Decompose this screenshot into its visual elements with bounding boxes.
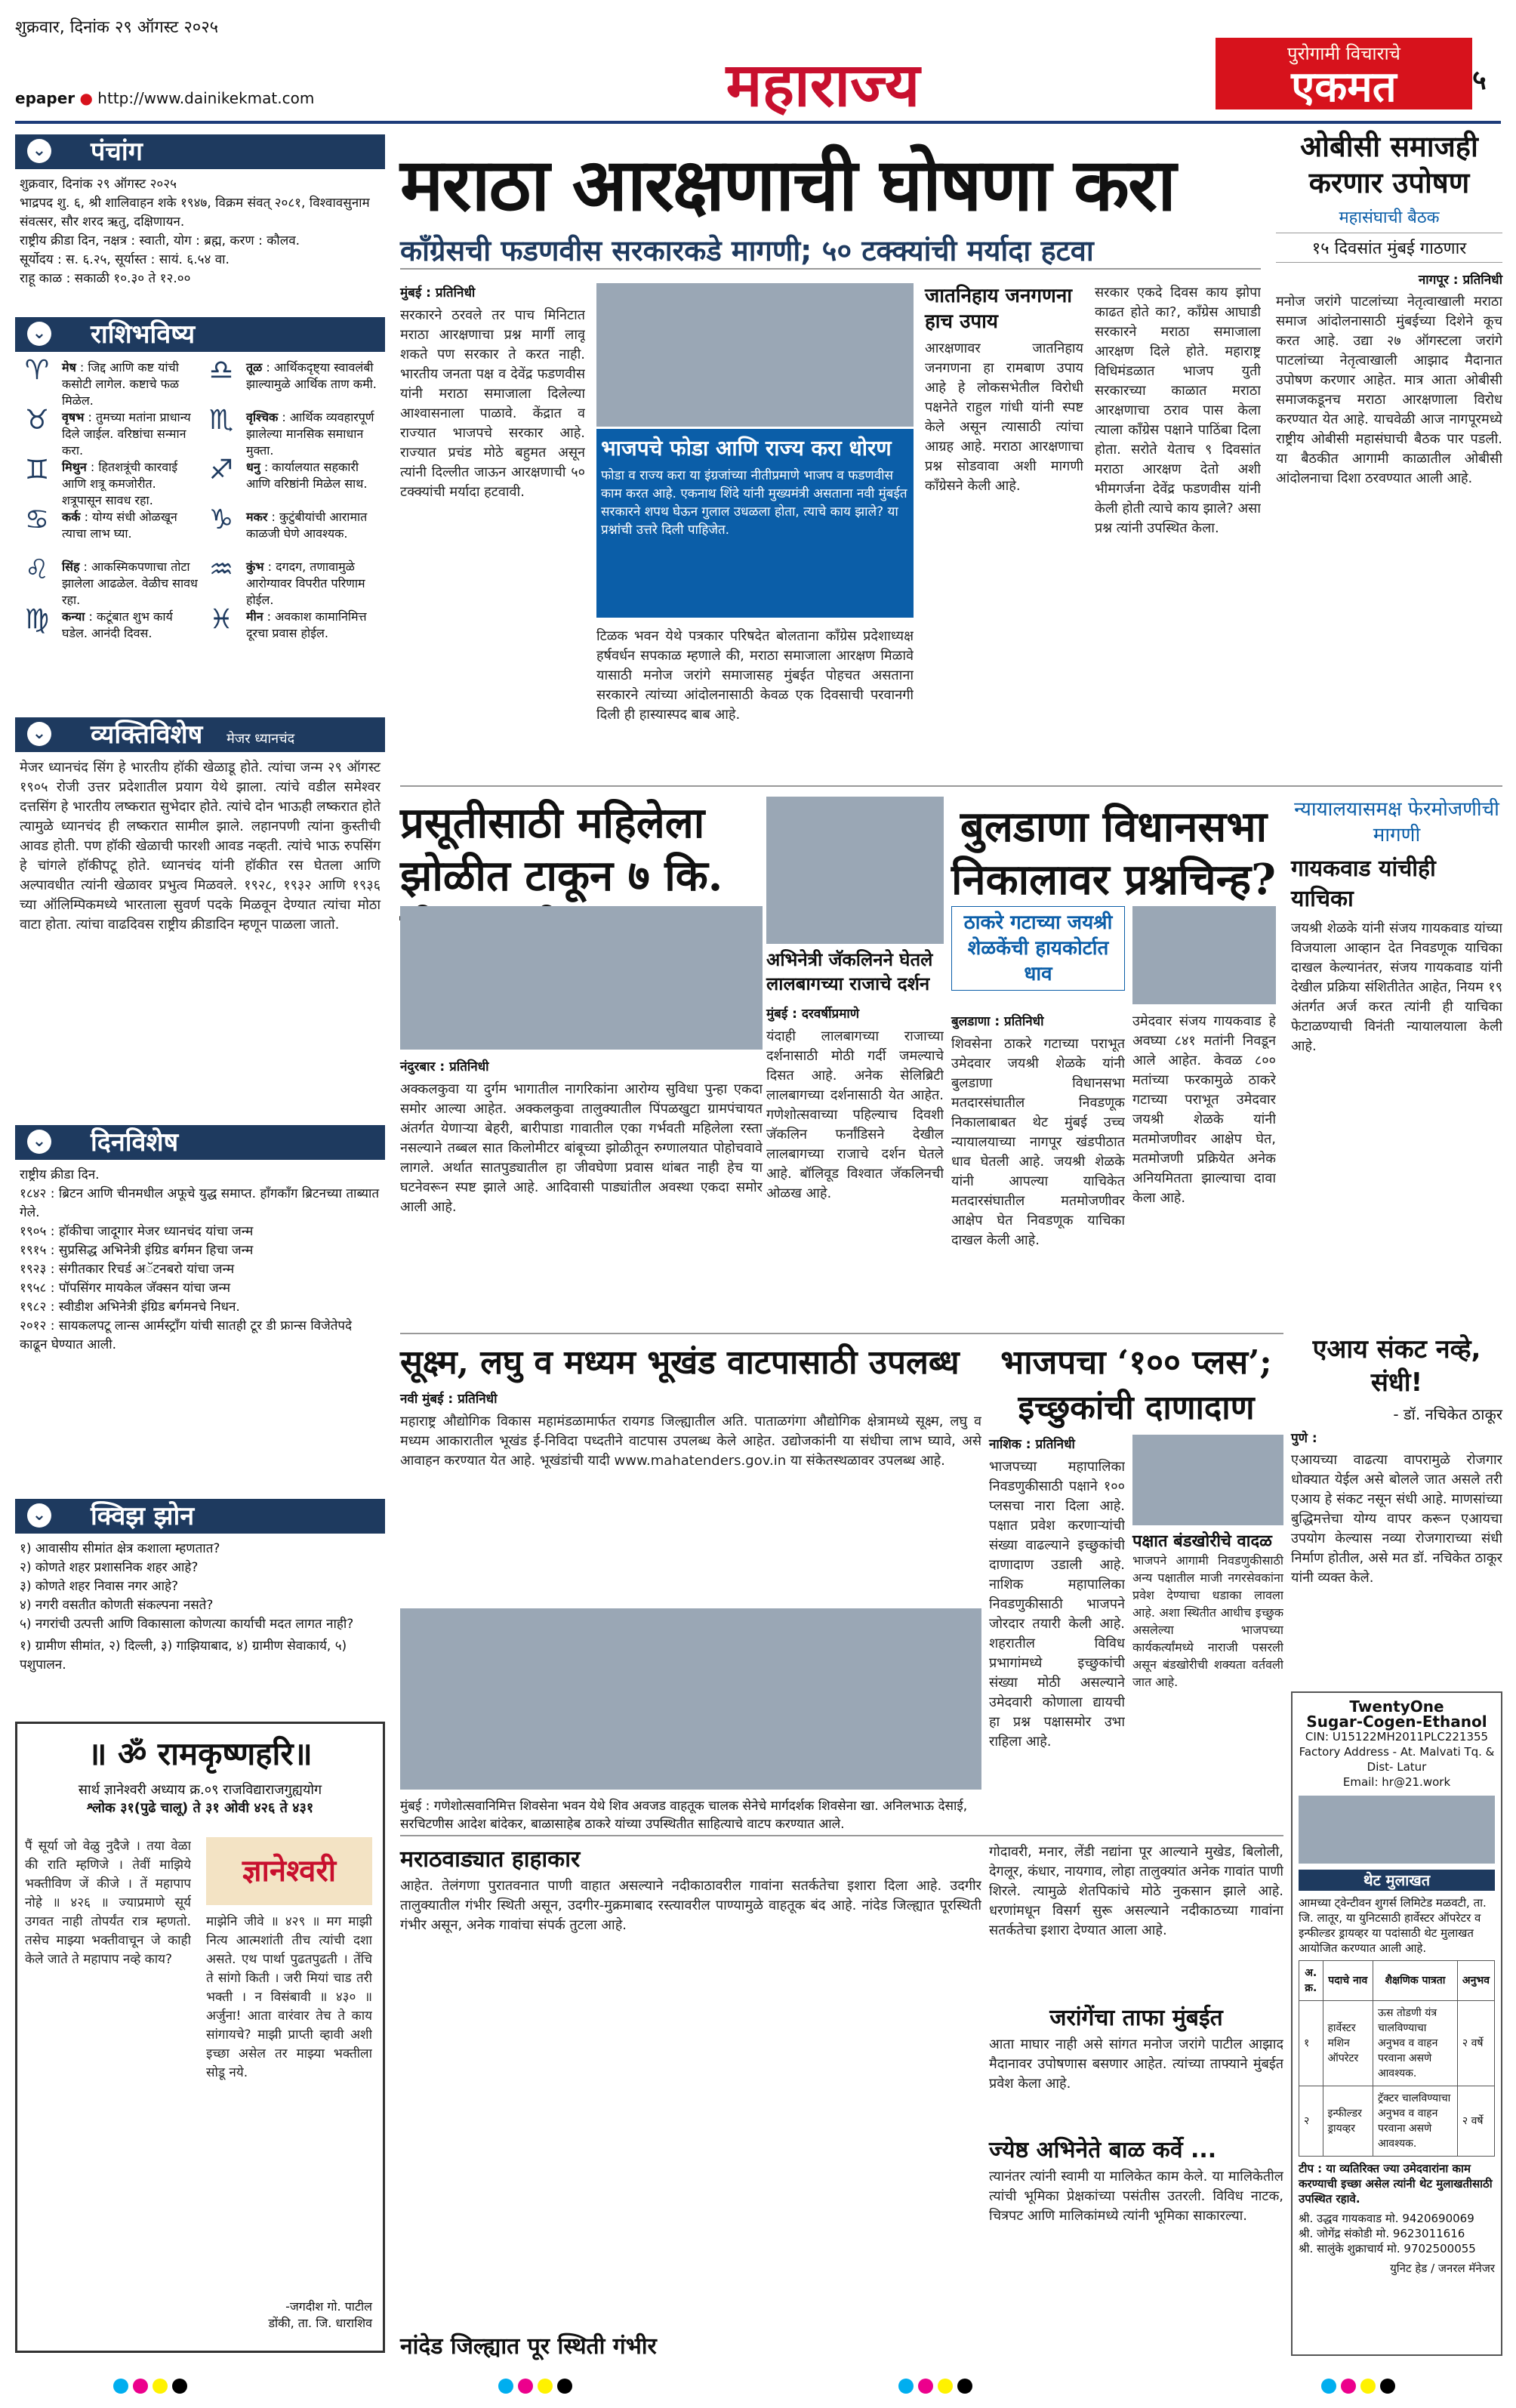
ad-signoff: युनिट हेड / जनरल मॅनेजर [1390, 2262, 1495, 2275]
ad-note: टीप : या व्यतिरिक्त ज्या उमेदवारांना काम करण्याची इच्छा असेल त्यांनी थेट मुलाखतीसाठी उपस्थित रहावे. [1299, 2162, 1493, 2206]
story6-photo [1132, 1435, 1283, 1525]
lead-subhead: कॉंग्रेसची फडणवीस सरकारकडे मागणी; ५० टक्क्यांची मर्यादा हटवा [400, 234, 1094, 267]
panchang-line: राष्ट्रीय क्रीडा दिन, नक्षत्र : स्वाती, योग : ब्रह्म, करण : कौलव. [20, 233, 300, 248]
aquarius-icon: ♒ [208, 554, 234, 585]
story4-headline: बुलडाणा विधानसभा निकालावर प्रश्नचिन्ह? [951, 802, 1276, 905]
pisces-icon: ♓ [208, 604, 234, 635]
story4-dateline: बुलडाणा : प्रतिनिधी [951, 1014, 1044, 1029]
table-cell: हार्वेस्टर मशिन ऑपरेटर [1323, 2001, 1373, 2086]
story5-caption: मुंबई : गणेशोत्सवानिमित्त शिवसेना भवन येथे शिव अवजड वाहतूक चालक सेनेचे मार्गदर्शक शिवसेना खा. अनिलभाऊ देसाई, सरचिटणीस आदेश बांदेकर, बाळासाहेब ठाकरे यांच्या उपस्थितीत साहित्याचे वाटप करण्यात आले. [400, 1799, 968, 1832]
ad-contacts [1299, 2211, 1495, 2256]
rashi-item: ♌ सिंह : आकस्मिकपणाचा तोटा झालेला आढळेल. वेळीच सावध रहा. [20, 559, 198, 609]
quiz-title: क्विझ झोन [91, 1501, 195, 1531]
table-cell: २ [1299, 2086, 1323, 2157]
author-name: -जगदीश गो. पाटील [285, 2299, 372, 2314]
cancer-icon: ♋ [24, 504, 50, 535]
author-place: डोंकी, ता. जि. धाराशिव [268, 2316, 372, 2330]
rashi-item: ♎ तूळ : आर्थिकदृष्ट्या स्वावलंबी झाल्यामुळे आर्थिक ताण कमी. [204, 359, 382, 409]
story2-dateline: नंदुरबार : प्रतिनिधी [400, 1059, 489, 1075]
marathwada-headline: मराठवाड्यात हाहाकार [400, 1846, 581, 1873]
story6-box-title: पक्षात बंडखोरीचे वादळ [1132, 1532, 1272, 1551]
capricorn-icon: ♑ [208, 504, 234, 535]
nyay-kicker: न्यायालयासमक्ष फेरमोजणीची मागणी [1294, 798, 1499, 846]
list-item: १९५८ : पॉपसिंगर मायकेल जॅक्सन यांचा जन्म [20, 1281, 231, 1296]
table-cell: २ वर्षे [1457, 2001, 1494, 2086]
table-cell: इन्फील्डर ड्रायव्हर [1323, 2086, 1373, 2157]
ad-email: Email: hr@21.work [1342, 1775, 1451, 1789]
list-item: १९२३ : संगीतकार रिचर्ड अॅटनबरो यांचा जन्म [20, 1262, 235, 1277]
panchang-body [15, 169, 385, 294]
story2-photo [400, 906, 763, 1050]
quiz-question: ५) नगरांची उत्पत्ती आणि विकासाला कोणत्या कार्याची मदत लागत नाही? [20, 1617, 354, 1632]
vyakti-text: मेजर ध्यानचंद सिंग हे भारतीय हॉकी खेळाडू होते. त्यांचा जन्म २९ ऑगस्ट १९०५ रोजी उत्तर प्रदेशातील प्रयाग येथे झाला. त्यांचे वडील समेश्वर दत्तसिंग हे भारतीय लष्करात सुभेदार होते. त्यांचे दोन भाऊही लष्करात होते त्यामुळे ध्यानचंद ही लष्करात सामील झाले. लहानपणी त्यांना कुस्तीची आवड होती. पण हॉकी खेळाची फारशी आवड नव्हती. त्यांचे भाऊ रुपसिंग हे चांगले हॉकीपटू होते. ध्यानचंद यांनी हॉकीत रस घेतला आणि अल्पावधीत त्यांनी खेळावर प्रभुत्व मिळवले. १९२८, १९३२ आणि १९३६ च्या ऑलिम्पिकमध्ये भारताला सुवर्ण पदके मिळवून देण्यात त्यांचा मोठा वाटा होता. त्यांचा वाढदिवस राष्ट्रीय क्रीडादिन म्हणून पाळला जातो. [20, 760, 381, 933]
chevron-down-icon: ⌄ [27, 722, 51, 746]
karve-text: त्यानंतर त्यांनी स्वामी या मालिकेत काम केले. या मालिकेतील त्यांची भूमिका प्रेक्षकांच्या पसंतीस उतरली. विविध नाटक, चित्रपट आणि मालिकांमध्ये त्यांनी भूमिका साकारल्या. [989, 2169, 1283, 2224]
divider [400, 1835, 1283, 1836]
table-header: अ. क्र. [1299, 1961, 1323, 2001]
story2-headline: प्रसूतीसाठी महिलेला झोळीत टाकून ७ कि. [400, 798, 723, 901]
dnyaneshwari-logo: ज्ञानेश्वरी [206, 1837, 372, 1905]
page-number: ५ [1472, 65, 1487, 96]
leo-icon: ♌ [24, 554, 50, 585]
chevron-down-icon: ⌄ [27, 1503, 51, 1528]
table-cell: २ वर्षे [1457, 2086, 1494, 2157]
ramkrishna-col1: पैं सूर्या जो वेळु नुदैजे । तया वेळा की राति म्हणिजे । तेवीं माझिये भक्तीविण जें कीजे । तें महापाप नोहे ॥ ४२६ ॥ ज्याप्रमाणे सूर्य उगवत नाही तोपर्यंत रात्र म्हणतो. तसेच माझ्या भक्तीवाचून जे काही केले जाते ते महापाप नव्हे काय? [25, 1839, 191, 1967]
lead-side [925, 283, 1083, 777]
libra-icon: ♎ [208, 355, 234, 386]
table-header: शैक्षणिक पात्रता [1373, 1961, 1458, 2001]
story3-photo [766, 797, 944, 944]
gemini-icon: ♊ [24, 455, 50, 486]
rashi-item: ♋ कर्क : योग्य संधी ओळखून त्याचा लाभ घ्या. [20, 509, 198, 559]
lead-side-text: आरक्षणावर जातनिहाय जनगणना हा रामबाण उपाय आहे हे लोकसभेतील विरोधी पक्षनेते राहुल गांधी यांनी स्पष्ट केले असून त्यासाठी त्यांचा आग्रह आहे. मराठा आरक्षणाचा प्रश्न सोडवावा अशी मागणी काँग्रेसने केली आहे. [925, 341, 1083, 494]
lead-photo [596, 283, 914, 427]
quiz-answers: १) ग्रामीण सीमांत, २) दिल्ली, ३) गाझियाबाद, ४) ग्रामीण सेवाकार्य, ५) पशुपालन. [20, 1639, 347, 1673]
epaper-url[interactable]: http://www.dainikekmat.com [97, 89, 315, 107]
vyakti-subtitle: मेजर ध्यानचंद [226, 731, 295, 747]
dinvishesh-heading [15, 1125, 385, 1160]
panchang-date: शुक्रवार, दिनांक २९ ऑगस्ट २०२५ [20, 177, 177, 192]
story3-dateline: मुंबई : दरवर्षीप्रमाणे [766, 1007, 860, 1022]
story6-headline: भाजपचा ‘१०० प्लस’; इच्छुकांची दाणादाण [1000, 1343, 1272, 1427]
ramkrishna-col2: माझेनि जीवे ॥ ४२९ ॥ मग माझी नित्य आत्मशांती तीच त्यांची दशा असते. एथ पार्था पुढतपुढती । तेंचि ते सांगो किती । जरी मियां चाड तरी भक्ती । न विसंबावी ॥ ४३० ॥ अर्जुना! आता वारंवार तेच ते काय सांगायचे? माझी प्राप्ती व्हावी अशी इच्छा असेल तर माझ्या भक्तीला सोडू नये. [206, 1914, 372, 2080]
obc-kicker: ओबीसी समाजही करणार उपोषण [1300, 130, 1478, 199]
ad-intro: आमच्या ट्वेन्टीवन शुगर्स लिमिटेड मळवटी, ता. जि. लातूर, या युनिटसाठी हार्वेस्टर ऑपरेटर व इन्फील्डर ड्रायव्हर या पदांसाठी थेट मुलाखत आयोजित करण्यात आली आहे. [1299, 1896, 1487, 1955]
rashi-item: ♐ धनु : कार्यालयात सहकारी आणि वरिष्ठांनी मिळेल साथ. [204, 459, 382, 509]
masthead: महाराज्य [726, 49, 920, 120]
brand-name: एकमत [1291, 62, 1397, 112]
rashi-heading [15, 317, 385, 352]
quiz-heading [15, 1499, 385, 1534]
marathwada-bottom: नांदेड जिल्ह्यात पूर स्थिती गंभीर [400, 2333, 657, 2360]
rashi-section [15, 317, 385, 677]
header-date: शुक्रवार, दिनांक २९ ऑगस्ट २०२५ [15, 18, 219, 37]
table-row [1299, 2086, 1495, 2157]
scorpio-icon: ♏ [208, 405, 234, 436]
lead-caption-box [596, 429, 914, 618]
ad-brand: TwentyOne [1349, 1697, 1444, 1716]
table-header-row [1299, 1961, 1495, 2001]
story3-headline: अभिनेत्री जॅकलिनने घेतले लालबागच्या राजाचे दर्शन [766, 949, 933, 994]
lead-caption-title: भाजपचे फोडा आणि राज्य करा धोरण [601, 436, 892, 461]
list-item: १८४२ : ब्रिटन आणि चीनमधील अफूचे युद्ध समाप्त. हॉंगकॉंग ब्रिटनच्या ताब्यात गेले. [20, 1186, 380, 1220]
lead-side-title: जातनिहाय जनगणना हाच उपाय [925, 285, 1073, 333]
rashi-grid [15, 352, 385, 677]
panchang-heading [15, 134, 385, 169]
jarange-text: आता माघार नाही असे सांगत मनोज जरांगे पाटील आझाद मैदानावर उपोषणास बसणार आहेत. त्यांच्या ताफ्याने मुंबईत प्रवेश केला आहे. [989, 2036, 1283, 2092]
nyay-text: जयश्री शेळके यांनी संजय गायकवाड यांच्या विजयाला आव्हान देत निवडणूक याचिका दाखल केल्यानंतर, संजय गायकवाड यांनी देखील प्रक्रिया संशितीतेत आहेत, नियम १९ अंतर्गत अर्ज करत त्यांनी ही याचिका फेटाळण्याची विनंती न्यायालयाला केली आहे. [1291, 920, 1502, 1054]
rashi-item: ♍ कन्या : कटूंबात शुभ कार्य घडेल. आनंदी दिवस. [20, 609, 198, 658]
lead-caption-text: फोडा व राज्य करा या इंग्रजांच्या नीतीप्रमाणे भाजप व फडणवीस काम करत आहे. एकनाथ शिंदे यांनी मुख्यमंत्री असताना नवी मुंबईत सरकारने शपथ घेऊन गुलाल उधळला होता, त्याचे काय झाले? या प्रश्नांची उत्तरे दिली पाहिजेत. [601, 468, 907, 538]
story5-headline: सूक्ष्म, लघु व मध्यम भूखंड वाटपासाठी उपलब्ध [400, 1343, 960, 1382]
vyakti-section [15, 717, 385, 1066]
nyay-section [1291, 797, 1502, 1342]
brand-logo [1216, 38, 1472, 112]
quiz-question: १) आवासीय सीमांत क्षेत्र कशाला म्हणतात? [20, 1541, 220, 1556]
obc-sub2: १५ दिवसांत मुंबई गाठणार [1276, 233, 1502, 263]
ramkrishna-shlok: श्लोक ३१(पुढे चालू) ते ३१ ओवी ४२६ ते ४३१ [86, 1800, 314, 1816]
ramkrishna-box [15, 1722, 385, 2353]
table-header: अनुभव [1457, 1961, 1494, 2001]
ad-address: Factory Address - At. Malvati Tq. & Dist- Latur [1299, 1745, 1495, 1774]
panchang-line: भाद्रपद शु. ६, श्री शालिवाहन शके १९४७, विक्रम संवत् २०८१, विश्वावसुनाम संवत्सर, सौर शरद ऋतु, दक्षिणायन. [20, 196, 370, 230]
quiz-question: २) कोणते शहर प्रशासनिक शहर आहे? [20, 1560, 199, 1575]
ramkrishna-author [206, 2298, 372, 2331]
chevron-down-icon: ⌄ [27, 1130, 51, 1154]
story5-dateline: नवी मुंबई : प्रतिनिधी [400, 1392, 498, 1407]
rashi-item: ♊ मिथुन : हितशत्रूंची कारवाई आणि शत्रू कमजोरीत. शत्रूपासून सावध रहा. [20, 459, 198, 509]
obc-sub1: महासंघाची बैठक [1339, 208, 1440, 227]
story4-kicker: ठाकरे गटाच्या जयश्री शेळकेंची हायकोर्टात धाव [951, 906, 1125, 991]
quiz-question: ३) कोणते शहर निवास नगर आहे? [20, 1579, 179, 1594]
jarange-headline: जरांगेंचा ताफा मुंबईत [1049, 2005, 1223, 2031]
table-cell: १ [1299, 2001, 1323, 2086]
quiz-body [15, 1534, 385, 1681]
lead-headline: मराठा आरक्षणाची घोषणा करा [400, 142, 1175, 227]
list-item: १९०५ : हॉकीचा जादूगार मेजर ध्यानचंद यांचा जन्म [20, 1224, 254, 1239]
ramkrishna-subtitle: सार्थ ज्ञानेश्वरी अध्याय क्र.०९ राजविद्याराजगुह्ययोग [78, 1782, 322, 1798]
obc-dateline: नागपूर : प्रतिनिधी [1418, 273, 1502, 288]
ai-dateline: पुणे : [1291, 1431, 1317, 1446]
list-item: राष्ट्रीय क्रीडा दिन. [20, 1167, 100, 1182]
brand-tagline: पुरोगामी विचाराचे [1287, 43, 1400, 64]
chevron-down-icon: ⌄ [27, 322, 51, 346]
lead-body-1: सरकारने ठरवले तर पाच मिनिटात मराठा आरक्षणाचा प्रश्न मार्गी लावू शकते पण सरकार ते करत नाही. भारतीय जनता पक्ष व देवेंद्र फडणवीस यांनी मराठा समाजाला दिलेल्या आश्वासनाला पाळावे. केंद्रात व राज्यात भाजपचे सरकार आहे. राज्यात प्रचंड मोठे बहुमत असून त्यांनी दिल्लीत जाऊन आरक्षणाची ५० टक्क्यांची मर्यादा हटवावी. [400, 307, 585, 500]
list-item: २०१२ : सायकलपटू लान्स आर्मस्ट्रॉंग यांची सातही टूर डी फ्रान्स विजेतेपदे काढून घेण्यात आली. [20, 1318, 353, 1352]
ai-byline: - डॉ. नचिकेत ठाकूर [1393, 1405, 1502, 1423]
panchang-section [15, 134, 385, 294]
vyakti-heading [15, 717, 385, 752]
epaper-link[interactable] [15, 89, 314, 107]
story6-box [1132, 1529, 1283, 1854]
header-rule [15, 121, 1501, 124]
dinvishesh-title: दिनविशेष [91, 1127, 179, 1158]
vyakti-title: व्यक्तिविशेष [91, 720, 203, 750]
quiz-section [15, 1499, 385, 1681]
panchang-line: राहू काळ : सकाळी १०.३० ते १२.०० [20, 271, 191, 286]
marathwada-col2: गोदावरी, मनार, लेंडी नद्यांना पूर आल्याने मुखेड, बिलोली, देगलूर, कंधार, नायगाव, लोहा तालुक्यांत अनेक गावांत पाणी शिरले. त्यामुळे शेतपिकांचे मोठे नुकसान झाले आहे. धरणांमधून विसर्ग सुरू असल्याने नदीकाठच्या गावांना सतर्कतेचा इशारा देण्यात आला आहे. [989, 1844, 1283, 1938]
job-ad [1291, 1691, 1502, 2356]
rashi-item: ♏ वृश्चिक : आर्थिक व्यवहारपूर्ण झालेल्या मानसिक समाधान मुक्ता. [204, 409, 382, 459]
rashi-item: ♒ कुंभ : दगदग, तणावामुळे आरोग्यावर विपरीत परिणाम होईल. [204, 559, 382, 609]
story3-text: यंदाही लालबागच्या राजाच्या दर्शनासाठी मोठी गर्दी जमल्याचे दिसत आहे. अनेक सेलिब्रिटी लालबागच्या दर्शनासाठी येत आहेत. गणेशोत्सवाच्या पहिल्याच दिवशी जॅकलिन फर्नांडिसने देखील लालबागच्या राजाचे दर्शन घेतले आहे. बॉलिवूड विश्वात जॅकलिनची ओळख आहे. [766, 1028, 944, 1201]
epaper-label: epaper [15, 89, 75, 107]
story5-photo [400, 1608, 981, 1790]
ad-company: Sugar-Cogen-Ethanol [1306, 1713, 1487, 1731]
obc-text: मनोज जरांगे पाटलांच्या नेतृत्वाखाली मराठा समाज आंदोलनासाठी मुंबईच्या दिशेने कूच करत आहे. उद्या २७ ऑगस्टला जरांगे पाटलांच्या नेतृत्वाखाली आझाद मैदानात उपोषण करणार आहेत. मात्र आता ओबीसी समाजकडूनच मराठा आरक्षणाला विरोध करण्यात येत आहे. याचवेळी आज नागपूरमध्ये राष्ट्रीय ओबीसी महासंघाची बैठक पार पडली. या बैठकीत आगामी काळातील ओबीसी आंदोलनाचा दिशा ठरवण्यात आली आहे. [1276, 294, 1502, 486]
taurus-icon: ♉ [24, 405, 50, 436]
list-item: १९१५ : सुप्रसिद्ध अभिनेत्री इंग्रिड बर्गमन हिचा जन्म [20, 1243, 254, 1258]
ai-text: एआयच्या वाढत्या वापरामुळे रोजगार धोक्यात येईल असे बोलले जात असले तरी एआय हे संकट नसून संधी आहे. माणसांच्या बुद्धिमत्तेचा योग्य वापर करून एआयचा उपयोग केल्यास नव्या रोजगाराच्या संधी निर्माण होतील, असे मत डॉ. नचिकेत ठाकूर यांनी व्यक्त केले. [1291, 1452, 1502, 1586]
registration-marks [113, 2379, 192, 2397]
table-cell: ट्रॅक्टर चालविण्याचा अनुभव व वाहन परवाना असणे आवश्यक. [1373, 2086, 1458, 2157]
lead-body-3: सरकार एकदे दिवस काय झोपा काढत होते का?, काँग्रेस आघाडी सरकारने मराठा समाजाला आरक्षण दिले होते. महाराष्ट्र विधिमंडळात भाजप युती सरकारच्या काळात मराठा आरक्षणाचा ठराव पास केला त्याला काँग्रेस पक्षाने पाठिंबा दिला होता. सरोते येताच ९ दिवसांत मराठा आरक्षण देतो अशी भीमगर्जना देवेंद्र फडणवीस यांनी केली होती त्याचे काय झाले? असा प्रश्न त्यांनी उपस्थित केला. [1095, 285, 1261, 536]
story4-photo [1132, 906, 1276, 1004]
obc-section [1276, 128, 1502, 715]
divider [400, 785, 1502, 787]
story6-box-text: भाजपने आगामी निवडणुकीसाठी अन्य पक्षातील माजी नगरसेवकांना प्रवेश देण्याचा धडाका लावला आहे. अशा स्थितीत आधीच इच्छुक असलेल्या भाजपच्या कार्यकर्त्यांमध्ये नाराजी पसरली असून बंडखोरीची शक्यता वर्तवली जात आहे. [1132, 1553, 1283, 1689]
karve-headline: ज्येष्ठ अभिनेते बाळ कर्वे ... [989, 2137, 1217, 2163]
dinvishesh-section [15, 1125, 385, 1361]
registration-marks [1321, 2379, 1400, 2397]
ad-cin: CIN: U15122MH2011PLC221355 [1305, 1730, 1489, 1744]
epaper-icon: ● [79, 89, 93, 107]
chevron-down-icon: ⌄ [27, 139, 51, 163]
story4-text-2: उमेदवार संजय गायकवाड हे अवघ्या ८४१ मतांनी निवडून आले आहेत. केवळ ८०० मतांच्या फरकामुळे ठाकरे गटाच्या पराभूत उमेदवार जयश्री शेळके यांनी मतमोजणीवर आक्षेप घेत, मतमोजणी प्रक्रियेत अनेक अनियमितता झाल्याचा दावा केला आहे. [1132, 1013, 1276, 1206]
ad-banner: थेट मुलाखत [1299, 1870, 1495, 1891]
registration-marks [898, 2379, 977, 2397]
dinvishesh-list [15, 1160, 385, 1361]
rashi-item: ♈ मेष : जिद्द आणि कष्ट यांची कसोटी लागेल. कष्टाचे फळ मिळेल. [20, 359, 198, 409]
panchang-title: पंचांग [91, 137, 143, 167]
story5-text: महाराष्ट्र औद्योगिक विकास महामंडळामार्फत रायगड जिल्ह्यातील अति. पाताळगंगा औद्योगिक क्षेत्रामध्ये सूक्ष्म, लघु व मध्यम आकारातील भूखंड ई-निविदा पध्दतीने वाटपास उपलब्ध केले आहेत. उद्योजकांनी या संधीचा लाभ घ्यावे, असे आवाहन करण्यात येत आहे. भूखंडांची यादी www.mahatenders.gov.in या संकेतस्थळावर उपलब्ध आहे. [400, 1414, 981, 1469]
quiz-question: ४) नगरी वसतीत कोणती संकल्पना नसते? [20, 1598, 214, 1613]
story2-text: अक्कलकुवा या दुर्गम भागातील नागरिकांना आरोग्य सुविधा पुन्हा एकदा समोर आल्या आहेत. अक्कलकुवा तालुक्यातील पिंपळखुटा ग्रामपंचायत अंतर्गत येणाऱ्या बेहरी, बारीपाडा गावातील एका गर्भवती महिलेला रस्ता नसल्याने तब्बल सात किलोमीटर बांबूच्या झोळीतून रुग्णालयात पोहोचवावे लागले. अर्थात सातपुड्यातील हा जीवघेणा प्रवास थांबत नाही हेच या घटनेवरून स्पष्ट झाले आहे. आदिवासी पाड्यांतील अवस्था एकदा समोर आली आहे. [400, 1081, 763, 1215]
lead-body-2: टिळक भवन येथे पत्रकार परिषदेत बोलताना काँग्रेस प्रदेशाध्यक्ष हर्षवर्धन सपकाळ म्हणाले की, मराठा समाजाला आरक्षण मिळावे यासाठी मनोज जरांगे समाजासह मुंबईत पोहचत असताना सरकारने त्यांच्या आंदोलनासाठी केवळ एक दिवसाची परवानगी दिली ही हास्यास्पद बाब आहे. [596, 628, 914, 723]
nyay-title: गायकवाड यांचीही याचिका [1291, 856, 1436, 912]
ad-table [1299, 1960, 1495, 2157]
ad-contact: श्री. उद्धव गायकवाड मो. 9420690069 [1299, 2212, 1474, 2225]
rashi-item: ♉ वृषभ : तुमच्या मतांना प्राधान्य दिले जाईल. वरिष्ठांचा सन्मान करा. [20, 409, 198, 459]
rashi-item: ♑ मकर : कुटुंबीयांची आरामात काळजी घेणे आवश्यक. [204, 509, 382, 559]
divider [400, 268, 1261, 270]
table-cell: ऊस तोडणी यंत्र चालविण्याचा अनुभव व वाहन परवाना असणे आवश्यक. [1373, 2001, 1458, 2086]
divider [400, 1333, 1283, 1334]
ad-photo [1299, 1796, 1495, 1864]
panchang-line: सूर्योदय : स. ६.२५, सूर्यास्त : सायं. ६.५४ वा. [20, 252, 230, 267]
story6-dateline: नाशिक : प्रतिनिधी [989, 1437, 1075, 1452]
marathwada-text: आहेत. तेलंगणा पुरातवनात पाणी वाहात असल्याने नदीकाठावरील गावांना सतर्कतेचा इशारा दिला आहे. उदगीर तालुक्यातील गंभीर स्थिती असून, उदगीर-मुक्रमाबाद रस्त्यावरील पाण्यामुळे वाहतूक बंद आहे. नांदेड जिल्ह्यात पूरस्थिती गंभीर असून, अनेक गावांचा संपर्क तुटला आहे. [400, 1878, 981, 1933]
virgo-icon: ♍ [24, 604, 50, 635]
rashi-item: ♓ मीन : अवकाश कामानिमित्त दूरचा प्रवास होईल. [204, 609, 382, 658]
aries-icon: ♈ [24, 355, 50, 386]
ai-headline: एआय संकट नव्हे, संधी! [1312, 1334, 1481, 1398]
registration-marks [498, 2379, 577, 2397]
rashi-title: राशिभविष्य [91, 319, 196, 350]
list-item: १९८२ : स्वीडीश अभिनेत्री इंग्रिड बर्गमनचे निधन. [20, 1300, 240, 1315]
ai-section [1291, 1333, 1502, 1737]
ad-contact: श्री. सालुंके शुक्राचार्य मो. 9702500055 [1299, 2242, 1476, 2255]
ad-contact: श्री. जोगेंद्र संकोडी मो. 9623011616 [1299, 2227, 1465, 2240]
sagittarius-icon: ♐ [208, 455, 234, 486]
table-header: पदाचे नाव [1323, 1961, 1373, 2001]
story6-text: भाजपच्या महापालिका निवडणुकीसाठी पक्षाने १०० प्लसचा नारा दिला आहे. पक्षात प्रवेश करणाऱ्यांची संख्या वाढल्याने इच्छुकांची दाणादाण उडाली आहे. नाशिक महापालिका निवडणुकीसाठी भाजपने जोरदार तयारी केली आहे. शहरातील विविध प्रभागांमध्ये इच्छुकांची संख्या मोठी असल्याने उमेदवारी कोणाला द्यायची हा प्रश्न पक्षासमोर उभा राहिला आहे. [989, 1459, 1125, 1750]
lead-dateline: मुंबई : प्रतिनिधी [400, 285, 476, 301]
ramkrishna-title: ॥ ॐ रामकृष्णहरि॥ [88, 1735, 313, 1772]
table-row [1299, 2001, 1495, 2086]
story4-text: शिवसेना ठाकरे गटाच्या पराभूत उमेदवार जयश्री शेळके यांनी बुलडाणा विधानसभा मतदारसंघातील निवडणूक निकालाबाबत थेट मुंबई उच्च न्यायालयाच्या नागपूर खंडपीठात धाव घेतली आहे. जयश्री शेळके यांनी आपल्या याचिकेत मतदारसंघातील मतमोजणीवर आक्षेप घेत निवडणूक याचिका दाखल केली आहे. [951, 1036, 1125, 1248]
